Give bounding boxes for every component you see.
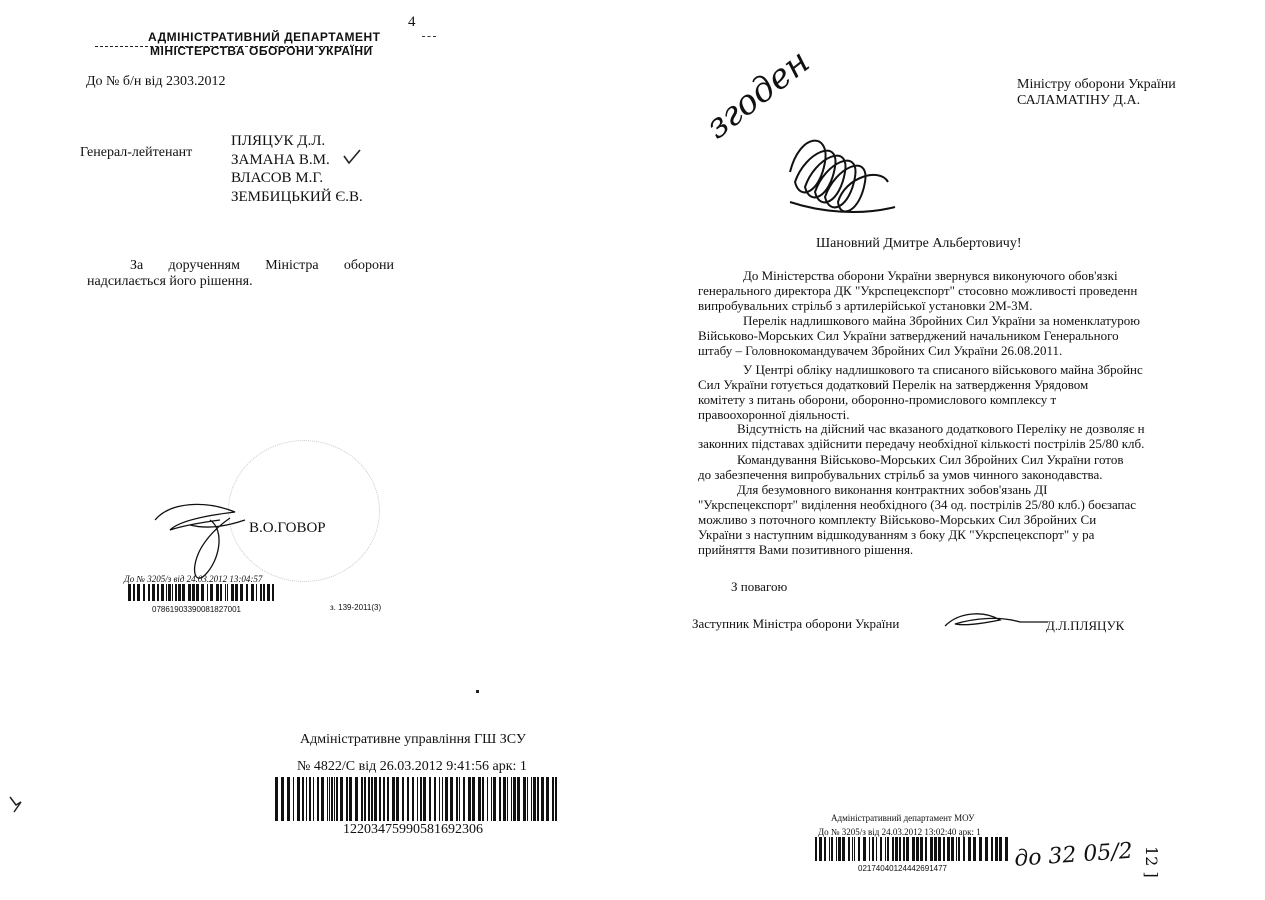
p4-line-1: Відсутність на дійсний час вказаного додаткового Переліку не дозволяє н [737,421,1145,436]
header-line-1: АДМІНІСТРАТИВНИЙ ДЕПАРТАМЕНТ [148,30,381,44]
p2-line-3: штабу – Головнокомандувачем Збройних Сил України 26.08.2011. [698,343,1063,358]
p1-line-2: генерального директора ДК "Укрспецекспорт" стосовно можливості проведенн [698,283,1138,298]
admin-stamp-barcode [275,777,557,821]
p5-line-2: до забезпечення випробувальних стрільб за умов чинного законодавства. [698,467,1103,482]
checkmark-icon [342,148,362,166]
right-stamp-line-2: До № 3205/з від 24.03.2012 13:02:40 арк: 1 [818,827,981,837]
header-underline [95,46,373,47]
closing: З повагою [731,579,788,594]
right-stamp-barcode [815,837,1010,861]
p6-line-4: України з наступним відшкодуванням з боку ДК "Укрспецекспорт" у ра [698,527,1095,542]
handwritten-date-note [1010,832,1134,872]
page-mark-dash [422,36,436,37]
rank-label: Генерал-лейтенант [80,145,193,160]
p6-line-2: "Укрспецекспорт" виділення необхідного (34 од. пострілів 25/80 клб.) боєзапас [698,497,1137,512]
doc-reference: До № б/н від 2303.2012 [86,74,226,89]
svg-text:згоден: згоден [697,41,818,148]
left-stamp-ref: До № 3205/з від 24.03.2012 13:04:57 [124,574,263,584]
p6-line-1: Для безумовного виконання контрактних зобов'язань ДІ [737,482,1048,497]
right-stamp-barcode-number: 02174040124442691477 [858,864,947,873]
p3-line-4: правоохоронної діяльності. [698,407,850,422]
sign-position: Заступник Міністра оборони України [692,616,900,631]
p3-line-3: комітету з питань оборони, оборонно-промислового комплексу т [698,392,1057,407]
admin-stamp-barcode-number: 12203475990581692306 [343,822,483,837]
signature-plyatsuk [940,606,1050,636]
p3-line-1: У Центрі обліку надлишкового та списаного військового майна Збройнс [743,362,1143,377]
addressee-line-1: Міністру оборони України [1017,77,1176,92]
greeting: Шановний Дмитре Альбертовичу! [816,236,1022,251]
left-stamp-side-note: з. 139-2011(3) [330,603,382,612]
sign-name: Д.Л.ПЛЯЦУК [1046,618,1125,633]
admin-stamp-line-2: № 4822/С від 26.03.2012 9:41:56 арк: 1 [297,759,527,774]
p2-line-2: Військово-Морських Сил України затверджений начальником Генерального [698,328,1119,343]
recipient-4: ЗЕМБИЦЬКИЙ Є.В. [231,189,363,205]
header-line-2: МІНІСТЕРСТВА ОБОРОНИ УКРАЇНИ [150,44,373,58]
addressee-line-2: САЛАМАТІНУ Д.А. [1017,93,1141,108]
admin-stamp-line-1: Адміністративне управління ГШ ЗСУ [300,732,526,747]
signatory-name: В.О.ГОВОР [249,520,326,536]
scan-dot [476,690,479,693]
left-stamp-barcode [128,584,276,601]
svg-text:до 32 05/2: до 32 05/2 [1013,838,1134,872]
recipient-2: ЗАМАНА В.М. [231,152,330,168]
handwritten-margin-note [1136,842,1166,894]
recipient-3: ВЛАСОВ М.Г. [231,170,324,186]
left-stamp-barcode-number: 07861903390081827001 [152,605,241,614]
body-line-1: За дорученням Міністра оборони [130,258,394,273]
p3-line-2: Сил України готується додатковий Перелік на затвердження Урядовом [698,377,1089,392]
page-mark: 4 [408,14,416,30]
body-line-2: надсилається його рішення. [87,274,253,289]
recipient-1: ПЛЯЦУК Д.Л. [231,133,326,149]
svg-text:12 ]: 12 ] [1142,846,1161,878]
p1-line-3: випробувальних стрільб з артилерійської установки 2М-3М. [698,298,1033,313]
p5-line-1: Командування Військово-Морських Сил Збройних Сил України готов [737,452,1124,467]
right-stamp-line-1: Адміністративний департамент МОУ [831,813,975,823]
p6-line-3: можливо з поточного комплекту Військово-Морських Сил Збройних Си [698,512,1097,527]
signature-minister [770,112,910,232]
p4-line-2: законних підставах здійснити передачу необхідної кількості пострілів 25/80 клб. [698,436,1145,451]
p1-line-1: До Міністерства оборони України звернувся виконуючого обов'язкі [743,268,1118,283]
p2-line-1: Перелік надлишкового майна Збройних Сил України за номенклатурою [743,313,1141,328]
p6-line-5: прийняття Вами позитивного рішення. [698,542,914,557]
scan-mark [8,795,24,815]
